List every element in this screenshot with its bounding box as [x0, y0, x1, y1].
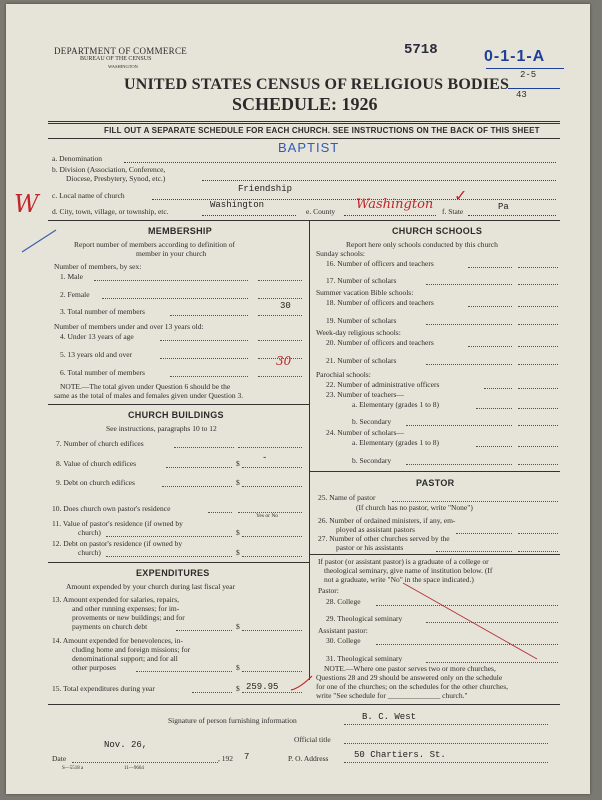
- q23a-leader: [476, 408, 512, 409]
- q23b-leader: [406, 425, 512, 426]
- q4-input[interactable]: [258, 340, 302, 341]
- age-heading: Number of members under and over 13 years old:: [54, 322, 204, 331]
- membership-note-1: NOTE.—The total given under Question 6 should be the: [60, 382, 231, 391]
- official-title-input[interactable]: [344, 743, 548, 744]
- census-schedule-page: [6, 4, 590, 794]
- q3-label: 3. Total number of members: [60, 307, 145, 316]
- q13-input[interactable]: [242, 630, 302, 631]
- q31-label: 31. Theological seminary: [326, 654, 403, 663]
- q25-input[interactable]: [392, 501, 558, 502]
- pastor-rule: [309, 471, 560, 472]
- initial-mark: W: [14, 190, 39, 218]
- q6-value: 30: [276, 354, 292, 368]
- q26-leader: [456, 533, 512, 534]
- q4-leader: [160, 340, 248, 341]
- form-subtitle: SCHEDULE: 1926: [232, 94, 378, 114]
- by-sex-label: Number of members, by sex:: [54, 262, 142, 271]
- q24a-label: a. Elementary (grades 1 to 8): [352, 438, 440, 447]
- q15-dollar: $: [236, 684, 240, 693]
- summer-label: Summer vacation Bible schools:: [316, 288, 414, 297]
- q1-input[interactable]: [258, 280, 302, 281]
- q22-leader: [484, 388, 512, 389]
- schools-title: CHURCH SCHOOLS: [392, 226, 483, 236]
- q30-label: 30. College: [326, 636, 361, 645]
- q11-label-1: 11. Value of pastor's residence (if owned by: [52, 519, 183, 528]
- q9-label: 9. Debt on church edifices: [56, 478, 135, 487]
- code-sub-2: 43: [516, 90, 527, 100]
- assistant-sub-label: Assistant pastor:: [318, 626, 368, 635]
- graduate-rule: [309, 554, 560, 555]
- q1-label: 1. Male: [60, 272, 83, 281]
- po-address-value: 50 Chartiers. St.: [354, 750, 446, 760]
- q27-label-1: 27. Number of other churches served by the: [318, 534, 450, 543]
- q17-input[interactable]: [518, 284, 558, 285]
- schedule-number: 5718: [404, 42, 438, 58]
- graduate-text-3: not a graduate, write "No" in the space indicated.): [324, 575, 474, 584]
- city-line[interactable]: [202, 215, 296, 216]
- q24-label: 24. Number of scholars—: [326, 428, 404, 437]
- q23a-label: a. Elementary (grades 1 to 8): [352, 400, 440, 409]
- q24b-label: b. Secondary: [352, 456, 392, 465]
- q15-leader: [192, 692, 232, 693]
- q13-label-3: provements or new buildings; and for: [72, 613, 185, 622]
- state-value: Pa: [498, 202, 509, 212]
- official-title-label: Official title: [294, 735, 331, 744]
- q20-leader: [468, 346, 512, 347]
- q24a-leader: [476, 446, 512, 447]
- code-sub-1: 2-5: [520, 70, 537, 80]
- division-label-2: Diocese, Presbytery, Synod, etc.): [66, 174, 166, 183]
- red-strike-line-icon: [401, 581, 541, 663]
- q11-leader: [106, 536, 232, 537]
- q10-leader: [208, 512, 232, 513]
- pastor-sub-label: Pastor:: [318, 586, 339, 595]
- q3-leader: [170, 315, 248, 316]
- state-line[interactable]: [468, 215, 556, 216]
- county-line[interactable]: [344, 215, 436, 216]
- q12-label-2: church): [78, 548, 101, 557]
- q8-label: 8. Value of church edifices: [56, 459, 137, 468]
- q14-leader: [136, 671, 232, 672]
- schools-intro: Report here only schools conducted by this church: [346, 240, 498, 249]
- q19-input[interactable]: [518, 324, 558, 325]
- state-label: f. State: [442, 207, 464, 216]
- q23b-input[interactable]: [518, 425, 558, 426]
- q17-leader: [426, 284, 512, 285]
- date-input[interactable]: [72, 762, 218, 763]
- division-label: b. Division (Association, Conference,: [52, 165, 166, 174]
- q2-label: 2. Female: [60, 290, 90, 299]
- instruction-line: FILL OUT A SEPARATE SCHEDULE FOR EACH CHURCH. SEE INSTRUCTIONS ON THE BACK OF THIS SHEET: [104, 126, 540, 135]
- pastor-note-4: write "See schedule for ______________ church.": [316, 691, 468, 700]
- q9-leader: [162, 486, 232, 487]
- q13-label-4: payments on church debt: [72, 622, 148, 631]
- q16-input[interactable]: [518, 267, 558, 268]
- pastor-note-2: Questions 28 and 29 should be answered only on the schedule: [316, 673, 503, 682]
- buildings-rule: [48, 404, 309, 405]
- q10-label: 10. Does church own pastor's residence: [52, 504, 171, 513]
- code-sub-underline: [508, 88, 560, 89]
- q9-dollar: $: [236, 478, 240, 487]
- q15-value: 259.95: [246, 682, 279, 692]
- footer-rule: [48, 704, 560, 705]
- q23-label: 23. Number of teachers—: [326, 390, 404, 399]
- q26-input[interactable]: [518, 533, 558, 534]
- expenditures-intro: Amount expended by your church during last fiscal year: [66, 582, 236, 591]
- pastor-note-3: for one of the churches; on the schedules for the other churches,: [316, 682, 509, 691]
- q6-leader: [170, 376, 248, 377]
- q14-dollar: $: [236, 663, 240, 672]
- q11-label-2: church): [78, 528, 101, 537]
- q7-input[interactable]: [238, 447, 302, 448]
- q14-label-4: other purposes: [72, 663, 116, 672]
- q2-leader: [102, 298, 248, 299]
- signature-label: Signature of person furnishing information: [168, 716, 297, 725]
- header-rule-top-2: [48, 123, 560, 124]
- column-divider: [309, 220, 310, 680]
- q8-dollar: $: [236, 459, 240, 468]
- q13-leader: [176, 630, 232, 631]
- q5-label: 5. 13 years old and over: [60, 350, 133, 359]
- signature-value: B. C. West: [362, 712, 417, 722]
- buildings-title: CHURCH BUILDINGS: [128, 410, 224, 420]
- q5-leader: [160, 358, 248, 359]
- q11-dollar: $: [236, 528, 240, 537]
- q20-input[interactable]: [518, 346, 558, 347]
- pencil-stroke-icon: [20, 226, 60, 256]
- classification-code: 0-1-1-A: [484, 48, 546, 65]
- q27-leader: [436, 551, 512, 552]
- red-tick-icon: [290, 674, 314, 694]
- q22-label: 22. Number of administrative officers: [326, 380, 440, 389]
- yes-no-hint: Yes or No: [256, 513, 279, 519]
- church-name-value: Friendship: [238, 184, 293, 194]
- expenditures-title: EXPENDITURES: [136, 568, 210, 578]
- q22-input[interactable]: [518, 388, 558, 389]
- q21-leader: [426, 364, 512, 365]
- q1-leader: [94, 280, 248, 281]
- po-address-label: P. O. Address: [288, 754, 329, 763]
- location-label: WASHINGTON: [108, 64, 138, 69]
- q18-input[interactable]: [518, 306, 558, 307]
- po-address-input[interactable]: [344, 762, 548, 763]
- q3-value: 30: [280, 301, 291, 311]
- graduate-text-2: theological seminary, give name of institution below. (If: [324, 566, 493, 575]
- q29-label: 29. Theological seminary: [326, 614, 403, 623]
- q7-label: 7. Number of church edifices: [56, 439, 144, 448]
- graduate-text-1: If pastor (or assistant pastor) is a graduate of a college or: [318, 557, 489, 566]
- date-value: Nov. 26,: [104, 740, 148, 750]
- q15-label: 15. Total expenditures during year: [52, 684, 155, 693]
- weekday-label: Week-day religious schools:: [316, 328, 401, 337]
- city-value: Washington: [210, 200, 265, 210]
- q8-value: -: [262, 453, 268, 463]
- denomination-label: a. Denomination: [52, 154, 102, 163]
- q4-label: 4. Under 13 years of age: [60, 332, 134, 341]
- department-label: DEPARTMENT OF COMMERCE: [54, 46, 188, 56]
- q27-input[interactable]: [518, 551, 558, 552]
- q24b-input[interactable]: [518, 464, 558, 465]
- print-number: 11—9664: [124, 766, 144, 771]
- q17-label: 17. Number of scholars: [326, 276, 397, 285]
- q23a-input[interactable]: [518, 408, 558, 409]
- q16-leader: [468, 267, 512, 268]
- q19-label: 19. Number of scholars: [326, 316, 397, 325]
- denomination-line[interactable]: [124, 162, 556, 163]
- q8-leader: [166, 467, 232, 468]
- division-line[interactable]: [202, 180, 556, 181]
- q9-input[interactable]: [242, 486, 302, 487]
- q16-label: 16. Number of officers and teachers: [326, 259, 434, 268]
- q27-label-2: pastor or his assistants: [336, 543, 404, 552]
- code-underline: [486, 68, 564, 69]
- header-rule-bottom: [48, 138, 560, 139]
- q18-leader: [468, 306, 512, 307]
- q19-leader: [426, 324, 512, 325]
- year-prefix: , 192: [218, 754, 233, 763]
- parochial-label: Parochial schools:: [316, 370, 371, 379]
- header-rule-top: [48, 121, 560, 122]
- q14-label-2: cluding home and foreign missions; for: [72, 645, 191, 654]
- buildings-intro: See instructions, paragraphs 10 to 12: [106, 424, 217, 433]
- q21-label: 21. Number of scholars: [326, 356, 397, 365]
- bureau-label: BUREAU OF THE CENSUS: [80, 56, 152, 62]
- year-digit: 7: [244, 752, 250, 762]
- q12-dollar: $: [236, 548, 240, 557]
- date-label: Date: [52, 754, 67, 763]
- denomination-value: BAPTIST: [278, 140, 340, 155]
- q20-label: 20. Number of officers and teachers: [326, 338, 434, 347]
- q6-input[interactable]: [258, 376, 302, 377]
- q28-label: 28. College: [326, 597, 361, 606]
- membership-intro-1: Report number of members according to definition of: [74, 240, 235, 249]
- city-label: d. City, town, village, or township, etc.: [52, 207, 169, 216]
- q12-leader: [106, 556, 232, 557]
- q25-note: (If church has no pastor, write "None"): [356, 503, 473, 512]
- pastor-note-1: NOTE.—Where one pastor serves two or more churches,: [324, 664, 496, 673]
- q3-input[interactable]: [258, 315, 302, 316]
- q25-label: 25. Name of pastor: [318, 493, 376, 502]
- pastor-title: PASTOR: [416, 478, 455, 488]
- form-number: S—5518 a: [62, 766, 84, 771]
- q24b-leader: [406, 464, 512, 465]
- q12-label-1: 12. Debt on pastor's residence (if owned by: [52, 539, 183, 548]
- q6-label: 6. Total number of members: [60, 368, 145, 377]
- membership-title: MEMBERSHIP: [148, 226, 213, 236]
- q21-input[interactable]: [518, 364, 558, 365]
- q13-dollar: $: [236, 622, 240, 631]
- form-title: UNITED STATES CENSUS OF RELIGIOUS BODIES: [124, 76, 510, 93]
- q23b-label: b. Secondary: [352, 417, 392, 426]
- q24a-input[interactable]: [518, 446, 558, 447]
- membership-note-2: same as the total of males and females given under Question 3.: [54, 391, 244, 400]
- section-rule: [48, 220, 560, 221]
- signature-input[interactable]: [344, 724, 548, 725]
- q13-label-2: and other running expenses; for im-: [72, 604, 180, 613]
- q26-label-2: ployed as assistant pastors: [336, 525, 415, 534]
- sunday-label: Sunday schools:: [316, 249, 365, 258]
- q11-input[interactable]: [242, 536, 302, 537]
- q12-input[interactable]: [242, 556, 302, 557]
- expenditures-rule: [48, 562, 309, 563]
- q13-label-1: 13. Amount expended for salaries, repairs,: [52, 595, 180, 604]
- q14-label-1: 14. Amount expended for benevolences, in-: [52, 636, 184, 645]
- county-value: Washington: [356, 197, 434, 212]
- check-mark: ✓: [454, 186, 468, 205]
- q14-input[interactable]: [242, 671, 302, 672]
- q14-label-3: denominational support; and for all: [72, 654, 178, 663]
- county-label: e. County: [306, 207, 336, 216]
- q2-input[interactable]: [258, 298, 302, 299]
- q26-label-1: 26. Number of ordained ministers, if any, em-: [318, 516, 456, 525]
- q18-label: 18. Number of officers and teachers: [326, 298, 434, 307]
- church-name-label: c. Local name of church: [52, 191, 125, 200]
- membership-intro-2: member in your church: [136, 249, 207, 258]
- q8-input[interactable]: [242, 467, 302, 468]
- q7-leader: [174, 447, 234, 448]
